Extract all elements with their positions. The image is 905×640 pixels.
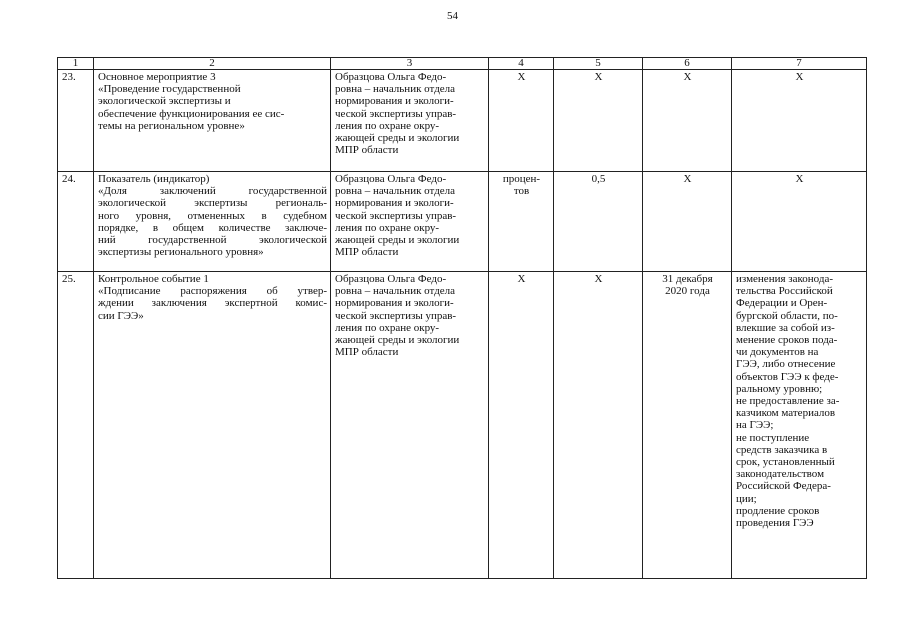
cell-text-line: «Проведение государственной <box>98 83 241 96</box>
cell-text-line: Основное мероприятие 3 <box>98 71 216 83</box>
cell-text-line: Х <box>683 71 692 83</box>
measure-name <box>94 272 331 579</box>
header-cell-5: 5 <box>554 58 643 70</box>
cell-text-line: 31 декабря <box>662 273 713 285</box>
cell-text-line: Федерации и Орен- <box>736 297 828 310</box>
cell-text-line: Российской Федера- <box>736 480 831 493</box>
header-cell-3: 3 <box>331 58 489 70</box>
cell-text-line: средств заказчика в <box>736 443 828 456</box>
table-row <box>58 172 867 272</box>
cell-text-line: МПР области <box>335 346 399 359</box>
cell-text-line: ровна – начальник отдела <box>335 285 456 298</box>
row-number: 24. <box>58 172 94 272</box>
row-number: 23. <box>58 70 94 172</box>
cell-text-line: жающей среды и экологии <box>335 234 460 247</box>
cell-text-line: «Доля заключений государственной <box>98 185 327 198</box>
cell-text-line: экспертизы регионального уровня» <box>98 246 264 259</box>
cell-text-line: ровна – начальник отдела <box>335 185 456 198</box>
completion-date <box>643 172 732 272</box>
cell-text-line: экологической экспертизы региональ- <box>98 197 327 210</box>
header-cell-4: 4 <box>489 58 554 70</box>
cell-text-line: изменения законода- <box>736 273 833 285</box>
header-cell-1: 1 <box>58 58 94 70</box>
cell-text-line: бургской области, по- <box>736 309 838 322</box>
table-row <box>58 70 867 172</box>
cell-text-line: Образцова Ольга Федо- <box>335 173 447 185</box>
cell-text-line: ральному уровню; <box>736 382 823 395</box>
completion-date <box>643 70 732 172</box>
cell-text-line: ГЭЭ, либо отнесение <box>736 358 836 371</box>
cell-text-line: тов <box>513 185 530 198</box>
cell-text-line: Х <box>517 71 526 83</box>
risks-description <box>732 172 867 272</box>
cell-text-line: ческой экспертизы управ- <box>335 309 457 322</box>
row-number: 25. <box>58 272 94 579</box>
cell-text-line: темы на региональном уровне» <box>98 119 245 132</box>
cell-text-line: ления по охране окру- <box>335 221 440 234</box>
measures-table <box>57 57 867 579</box>
cell-text-line: тельства Российской <box>736 285 833 298</box>
cell-text-line: не поступление <box>736 431 810 444</box>
cell-text-line: объектов ГЭЭ к феде- <box>736 370 839 383</box>
cell-text-line: продление сроков <box>736 504 820 517</box>
table-row <box>58 272 867 579</box>
cell-text-line: порядке, в общем количестве заключе- <box>98 221 327 234</box>
cell-text-line: обеспечение функционирования ее сис- <box>98 107 285 120</box>
cell-text-line: жающей среды и экологии <box>335 334 460 347</box>
cell-text-line: Х <box>517 273 526 285</box>
cell-text-line: ждении заключения экспертной комис- <box>98 297 327 310</box>
cell-text-line: ления по охране окру- <box>335 321 440 334</box>
responsible-person <box>331 272 489 579</box>
cell-text-line: на ГЭЭ; <box>736 419 774 432</box>
cell-text-line: срок, установленный <box>736 456 835 469</box>
unit-of-measure <box>489 172 554 272</box>
measure-name <box>94 70 331 172</box>
cell-text-line: МПР области <box>335 246 399 259</box>
planned-value: Х <box>554 272 643 579</box>
cell-text-line: менение сроков пода- <box>736 334 838 347</box>
header-cell-2: 2 <box>94 58 331 70</box>
cell-text-line: ного уровня, отмененных в судебном <box>98 209 327 222</box>
cell-text-line: Х <box>795 173 804 185</box>
cell-text-line: Показатель (индикатор) <box>98 173 210 185</box>
cell-text-line: экологической экспертизы и <box>98 95 231 108</box>
cell-text-line: сии ГЭЭ» <box>98 309 144 322</box>
cell-text-line: законодательством <box>736 468 825 481</box>
cell-text-line: чи документов на <box>736 346 819 359</box>
cell-text-line: Образцова Ольга Федо- <box>335 71 447 83</box>
cell-text-line: ления по охране окру- <box>335 119 440 132</box>
cell-text-line: казчиком материалов <box>736 407 836 420</box>
cell-text-line: ний государственной экологической <box>98 234 327 247</box>
page-number: 54 <box>447 10 458 22</box>
cell-text-line: нормирования и экологи- <box>335 95 454 108</box>
responsible-person <box>331 172 489 272</box>
header-cell-6: 6 <box>643 58 732 70</box>
cell-text-line: 2020 года <box>665 285 710 298</box>
cell-text-line: Контрольное событие 1 <box>98 273 209 285</box>
table-header-row <box>58 58 867 70</box>
risks-description <box>732 272 867 579</box>
cell-text-line: Х <box>683 173 692 185</box>
cell-text-line: ции; <box>736 492 757 505</box>
cell-text-line: ровна – начальник отдела <box>335 83 456 96</box>
cell-text-line: МПР области <box>335 144 399 157</box>
completion-date <box>643 272 732 579</box>
unit-of-measure <box>489 70 554 172</box>
cell-text-line: не предоставление за- <box>736 395 840 408</box>
responsible-person <box>331 70 489 172</box>
cell-text-line: процен- <box>502 173 541 185</box>
cell-text-line: влекшие за собой из- <box>736 321 835 334</box>
unit-of-measure <box>489 272 554 579</box>
planned-value: Х <box>554 70 643 172</box>
header-cell-7: 7 <box>732 58 867 70</box>
risks-description <box>732 70 867 172</box>
cell-text-line: нормирования и экологи- <box>335 297 454 310</box>
cell-text-line: нормирования и экологи- <box>335 197 454 210</box>
cell-text-line: «Подписание распоряжения об утвер- <box>98 285 327 298</box>
cell-text-line: жающей среды и экологии <box>335 132 460 145</box>
cell-text-line: ческой экспертизы управ- <box>335 107 457 120</box>
cell-text-line: Образцова Ольга Федо- <box>335 273 447 285</box>
planned-value: 0,5 <box>554 172 643 272</box>
measure-name <box>94 172 331 272</box>
cell-text-line: Х <box>795 71 804 83</box>
cell-text-line: проведения ГЭЭ <box>736 517 814 530</box>
cell-text-line: ческой экспертизы управ- <box>335 209 457 222</box>
